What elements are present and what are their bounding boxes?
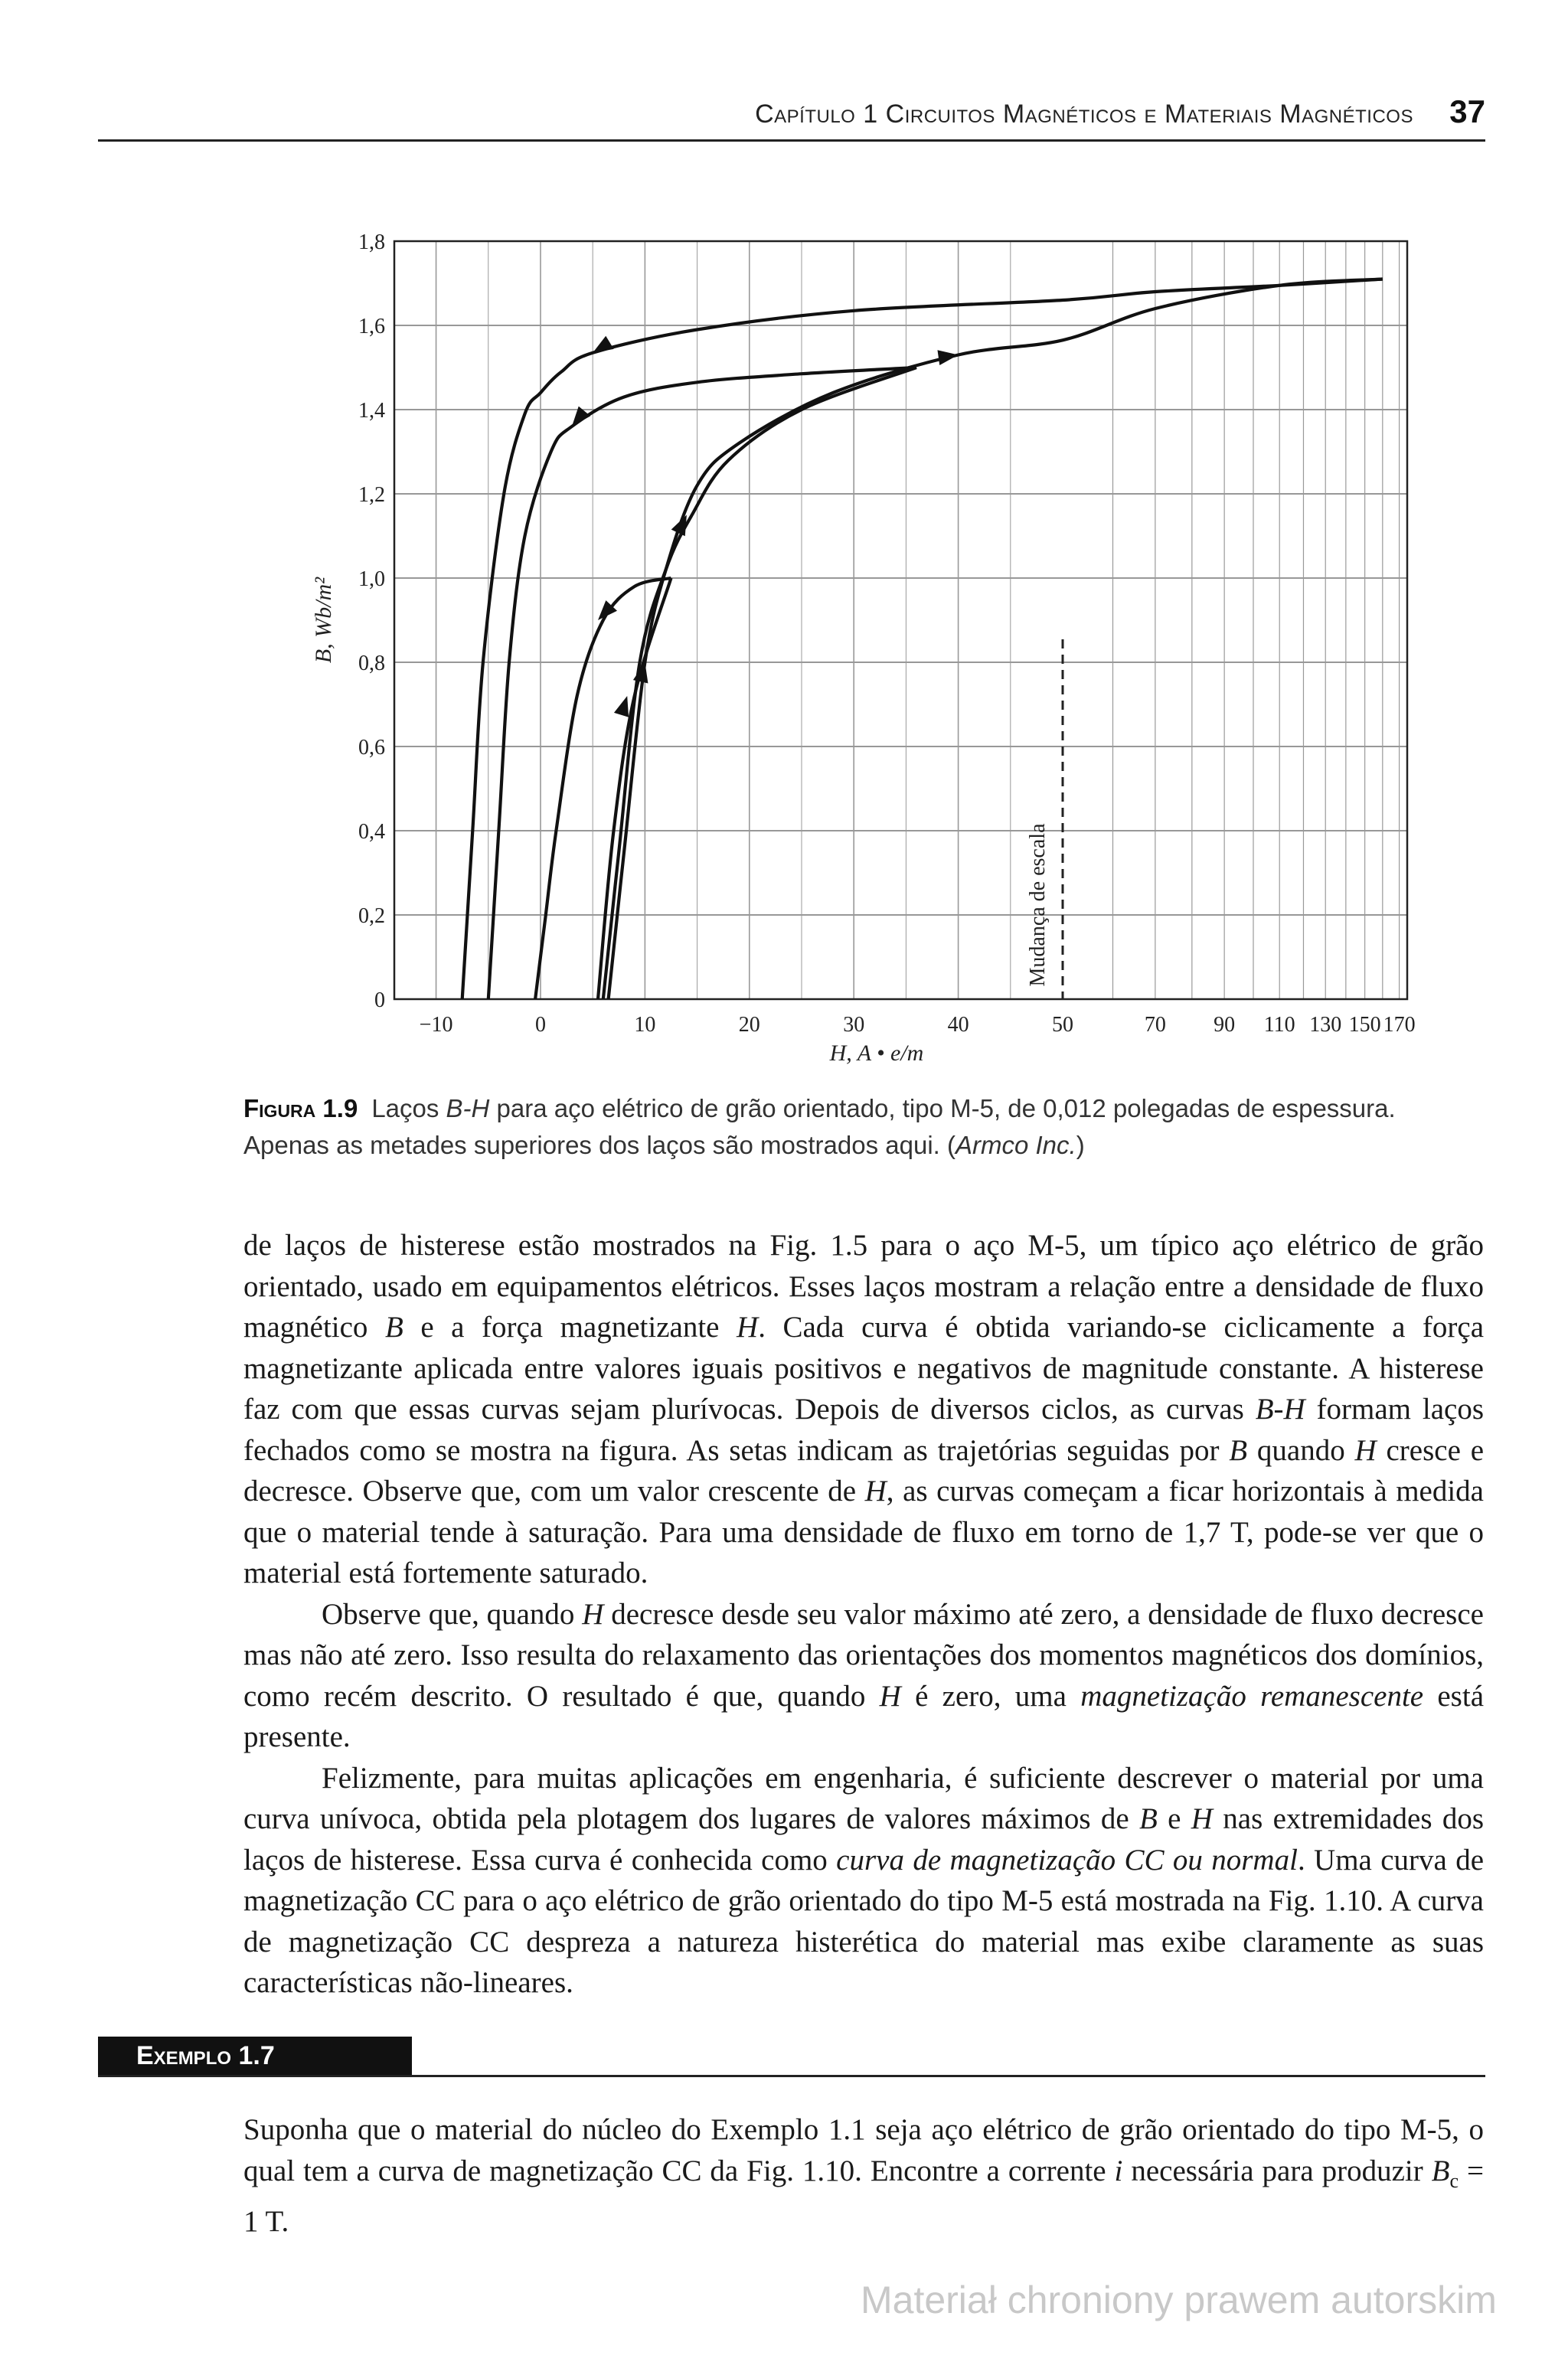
caption-text: para aço elétrico de grão orientado, tipo M-5, de 0,012 polegadas de espessura. Apenas as metades superiores dos laços são mostrados aqui. ( <box>243 1094 1396 1159</box>
figure-caption <box>243 1090 1484 1164</box>
x-tick-label: 170 <box>1383 1013 1416 1037</box>
x-tick-label: 70 <box>1144 1013 1166 1037</box>
chart-curves <box>462 279 1383 1000</box>
chapter-title: Capítulo 1 Circuitos Magnéticos e Materiais Magnéticos <box>755 100 1413 129</box>
x-tick-label: 130 <box>1309 1013 1342 1037</box>
plot-frame <box>394 241 1407 999</box>
y-tick-label: 0 <box>374 988 385 1012</box>
y-tick-label: 1,2 <box>358 483 385 507</box>
chart-grid <box>394 241 1407 999</box>
x-tick-label: 110 <box>1263 1013 1295 1037</box>
bh-loops-chart <box>291 222 1439 1080</box>
scale-change-annotation: Mudança de escala <box>1026 823 1050 987</box>
x-tick-label: 0 <box>534 1013 546 1037</box>
caption-italic: B-H <box>446 1094 490 1122</box>
y-tick-label: 1,0 <box>358 567 385 591</box>
figure-label: Figura 1.9 <box>243 1094 358 1122</box>
y-tick-label: 0,4 <box>358 820 385 844</box>
example-paragraph: Suponha que o material do núcleo do Exemplo 1.1 seja aço elétrico de grão orientado do tipo M-5, o qual tem a curva de magnetização CC da Fig. 1.10. Encontre a corrente i necessária para produzir $B_c = 1$ T. <box>243 2113 1484 2238</box>
loop-descending-branch <box>488 368 916 999</box>
paragraph-3: Felizmente, para muitas aplicações em engenharia, é suficiente descrever o material por uma curva unívoca, obtida pela plotagem dos lugares de valores máximos de B e H nas extremidades dos laços de histerese. Essa curva é conhecida como curva de magnetização CC ou normal. Uma curva de magnetização CC para o aço elétrico de grão orientado do tipo M-5 está mostrada na Fig. 1.10. A curva de magnetização CC despreza a natureza histerética do material mas exibe claramente as suas características não-lineares. <box>243 1761 1485 1999</box>
x-axis-label: H, A • e/m <box>829 1040 924 1066</box>
x-tick-label: 90 <box>1214 1013 1236 1037</box>
x-tick-labels <box>420 1013 1416 1037</box>
chart-frame <box>394 241 1407 999</box>
y-tick-labels <box>358 230 385 1012</box>
y-tick-label: 0,6 <box>358 736 385 760</box>
x-tick-label: −10 <box>419 1013 453 1037</box>
x-tick-label: 50 <box>1052 1013 1073 1037</box>
body-text <box>243 1225 1484 2004</box>
y-tick-label: 0,2 <box>358 904 385 928</box>
y-tick-label: 1,4 <box>358 399 385 423</box>
y-tick-label: 1,8 <box>358 230 385 254</box>
watermark: Materiał chroniony prawem autorskim <box>861 2279 1497 2321</box>
caption-text: ) <box>1076 1131 1085 1159</box>
loop-ascending-branch <box>609 279 1383 1000</box>
loop-ascending-branch <box>603 368 916 999</box>
y-tick-label: 1,6 <box>358 315 385 338</box>
x-tick-label: 30 <box>843 1013 865 1037</box>
running-header <box>98 93 1485 142</box>
x-tick-label: 40 <box>947 1013 969 1037</box>
x-tick-label: 20 <box>738 1013 760 1037</box>
paragraph-1: de laços de histerese estão mostrados na Fig. 1.5 para o aço M-5, um típico aço elétrico de grão orientado, usado em equipamentos elétricos. Esses laços mostram a relação entre a densidade de fluxo magnético B e a força magnetizante H. Cada curva é obtida variando-se ciclicamente a força magnetizante aplicada entre valores iguais positivos e negativos de magnitude constante. A histerese faz com que essas curvas sejam plurívocas. Depois de diversos ciclos, as curvas B-H formam laços fechados como se mostra na figura. As setas indicam as trajetórias seguidas por B quando H cresce e decresce. Observe que, com um valor crescente de H, as curvas começam a ficar horizontais à medida que o material tende à saturação. Para uma densidade de fluxo em torno de 1,7 T, pode-se ver que o material está fortemente saturado. <box>243 1229 1485 1589</box>
paragraph-2: Observe que, quando H decresce desde seu valor máximo até zero, a densidade de fluxo decresce mas não até zero. Isso resulta do relaxamento das orientações dos momentos magnéticos dos domínios, como recém descrito. O resultado é que, quando H é zero, uma magnetização remanescente está presente. <box>243 1597 1485 1753</box>
caption-source: Armco Inc. <box>956 1131 1076 1159</box>
chart-arrows <box>566 336 959 717</box>
x-tick-label: 10 <box>634 1013 656 1037</box>
x-tick-label: 150 <box>1348 1013 1381 1037</box>
caption-text: Laços <box>371 1094 446 1122</box>
example-header <box>98 2037 1485 2077</box>
y-tick-label: 0,8 <box>358 652 385 675</box>
example-label: Exemplo 1.7 <box>98 2037 412 2075</box>
page-number: 37 <box>1449 93 1485 129</box>
loop-descending-branch <box>462 279 1383 1000</box>
y-axis-label: B, Wb/m² <box>311 577 336 664</box>
example-text <box>243 2109 1484 2242</box>
